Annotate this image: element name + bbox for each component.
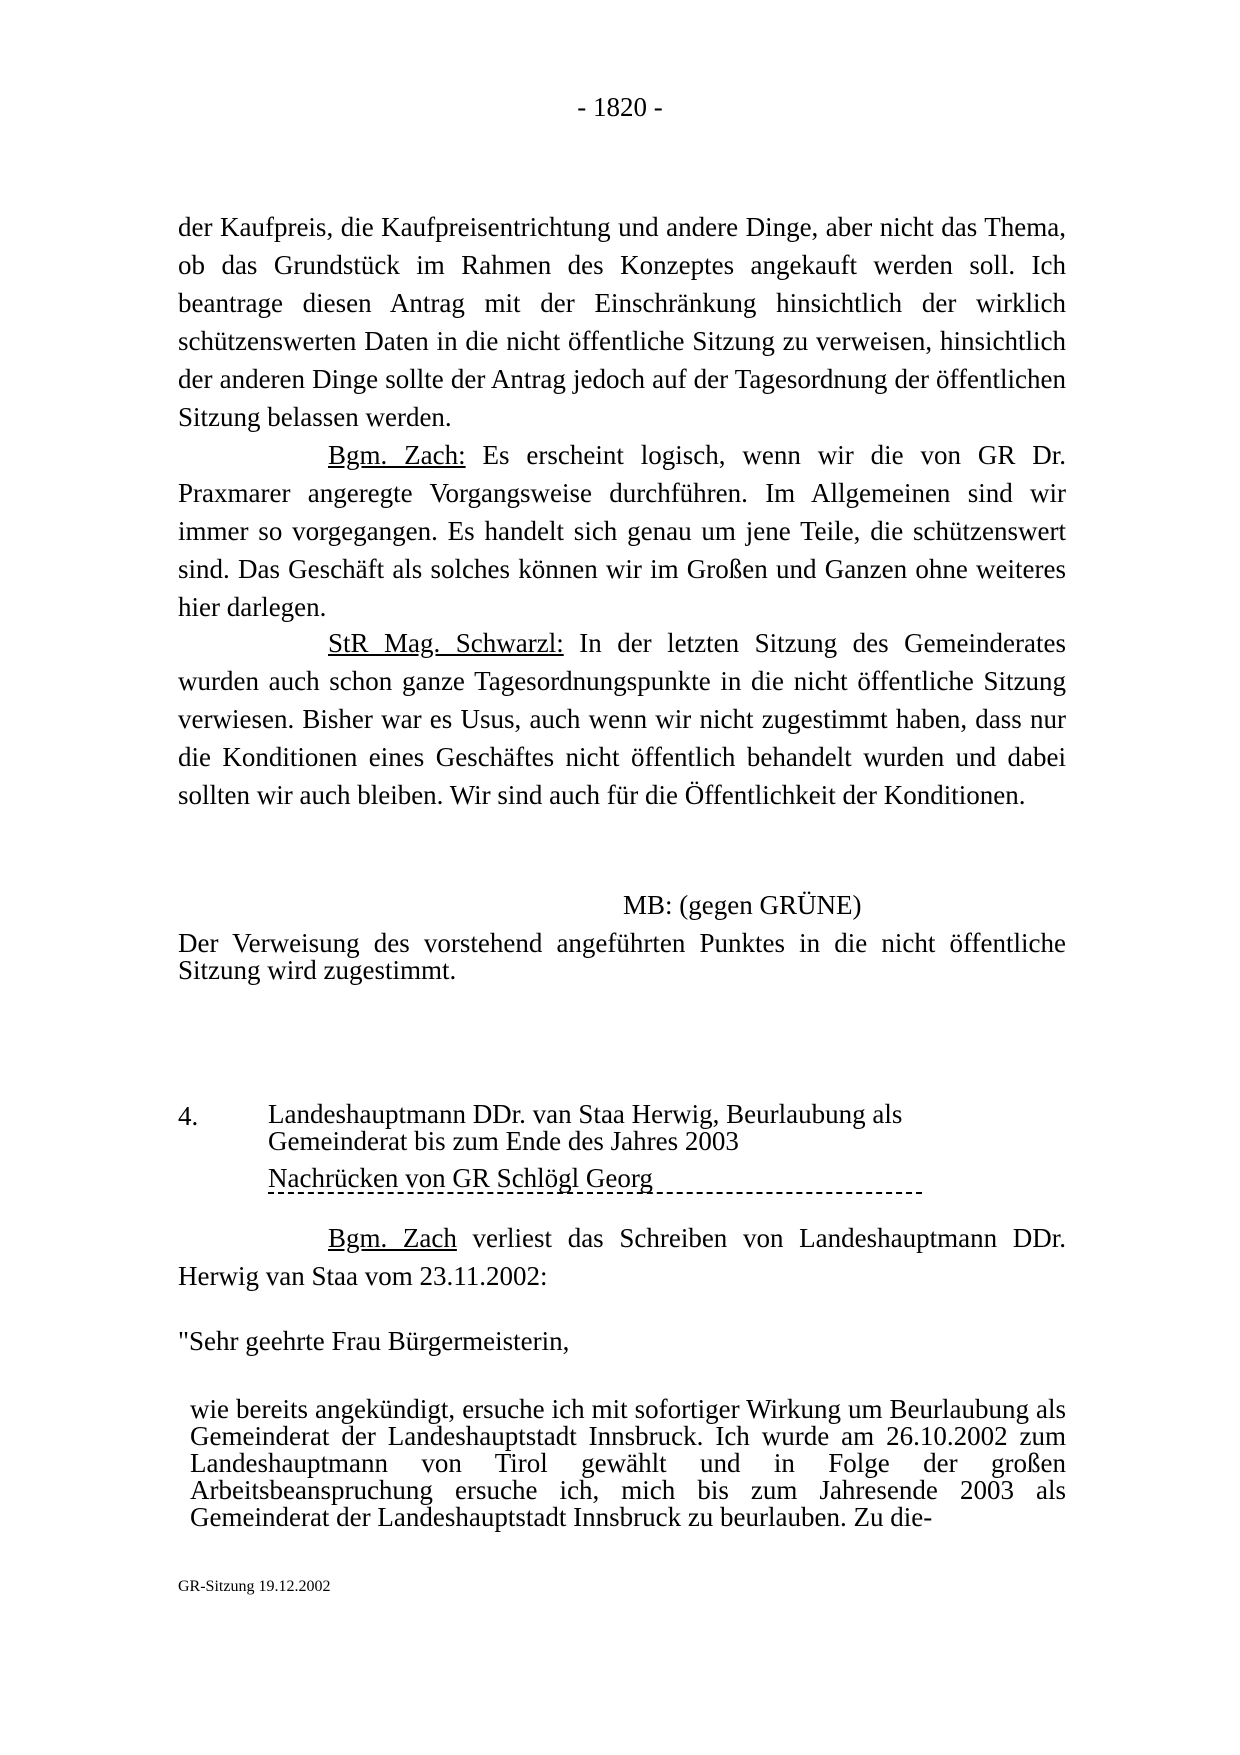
page-number: - 1820 - <box>577 92 663 122</box>
letter-salutation: "Sehr geehrte Frau Bürgermeisterin, <box>178 1326 570 1356</box>
speech-bgm-zach-1 <box>178 436 1066 626</box>
footer-session-date: GR-Sitzung 19.12.2002 <box>178 1578 331 1595</box>
letter-body: wie bereits angekündigt, ersuche ich mit sofortiger Wirkung um Beurlaubung als Gemeinderat der Landeshauptstadt Innsbruck. Ich wurde am 26.10.2002 zum Landeshauptmann von Tirol gewählt und in Folge der großen Arbeitsbeanspruchung ersuche ich, mich bis zum Jahresende 2003 als Gemeinderat der Landeshauptstadt Innsbruck zu beurlauben. Zu die- <box>190 1394 1066 1532</box>
speech-text: verliest das Schreiben von Landeshauptmann DDr. Herwig van Staa vom 23.11.2002: <box>178 1223 1066 1291</box>
agenda-item-subtitle: Nachrücken von GR Schlögl Georg <box>268 1163 653 1193</box>
agenda-item-title: Landeshauptmann DDr. van Staa Herwig, Beurlaubung als Gemeinderat bis zum Ende des Jahres 2003 <box>268 1099 903 1156</box>
speaker-name: Bgm. Zach: <box>328 440 466 470</box>
speaker-name: Bgm. Zach <box>328 1223 457 1253</box>
speech-text: In der letzten Sitzung des Gemeinderates wurden auch schon ganze Tagesordnungspunkte in die nicht öffentliche Sitzung verwiesen. Bisher war es Usus, auch wenn wir nicht zugestimmt haben, dass nur die Konditionen eines Geschäftes nicht öffentlich behandelt wurden und dabei sollten wir auch bleiben. Wir sind auch für die Öffentlichkeit der Konditionen. <box>178 628 1066 810</box>
resolution-label: MB: (gegen GRÜNE) <box>623 890 862 920</box>
agenda-item-number: 4. <box>178 1101 199 1131</box>
speech-bgm-zach-2 <box>178 1219 1066 1295</box>
speech-text: Es erscheint logisch, wenn wir die von GR Dr. Praxmarer angeregte Vorgangsweise durchführen. Im Allgemeinen sind wir immer so vorgegangen. Es handelt sich genau um jene Teile, die schützenswert sind. Das Geschäft als solches können wir im Großen und Ganzen ohne weiteres hier darlegen. <box>178 440 1066 622</box>
dashed-separator <box>268 1192 922 1194</box>
paragraph-kaufpreis: der Kaufpreis, die Kaufpreisentrichtung und andere Dinge, aber nicht das Thema, ob das Grundstück im Rahmen des Konzeptes angekauft werden soll. Ich beantrage diesen Antrag mit der Einschränkung hinsichtlich der wirklich schützenswerten Daten in die nicht öffentliche Sitzung zu verweisen, hinsichtlich der anderen Dinge sollte der Antrag jedoch auf der Tagesordnung der öffentlichen Sitzung belassen werden. <box>178 212 1066 432</box>
speaker-name: StR Mag. Schwarzl: <box>328 628 564 658</box>
speech-schwarzl <box>178 624 1066 814</box>
resolution-text: Der Verweisung des vorstehend angeführten Punktes in die nicht öffentliche Sitzung wird zugestimmt. <box>178 928 1066 985</box>
